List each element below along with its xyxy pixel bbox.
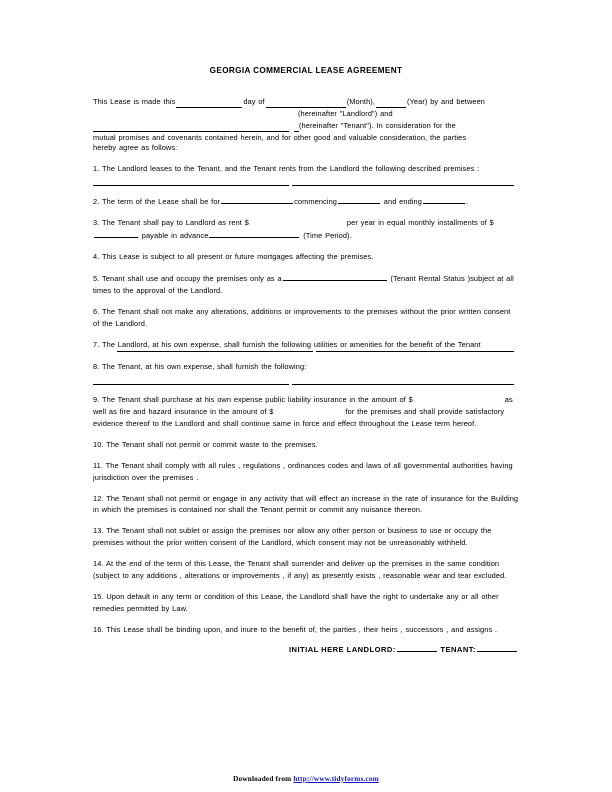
- clause-1-text: The Landlord leases to the Tenant, and the Tenant rents from the Landlord the following described premises :: [102, 163, 480, 173]
- landlord-initial-blank[interactable]: [397, 643, 437, 652]
- clause-2-text-b: commencing: [294, 196, 338, 206]
- intro-line-4: mutual promises and covenants contained herein, and for other good and valuable consideration, the parties: [93, 132, 467, 142]
- clause-5-use-blank[interactable]: [283, 272, 387, 281]
- footer-prefix: Downloaded from: [233, 775, 292, 783]
- clause-2: [93, 195, 519, 208]
- clause-7: [93, 339, 519, 352]
- clause-1-blank-a[interactable]: [93, 176, 289, 186]
- clause-13: [93, 525, 519, 549]
- footer: [0, 775, 612, 783]
- clause-2-text-c: and ending: [383, 196, 422, 206]
- clause-6-number: 6.: [93, 306, 100, 316]
- clause-5: [93, 272, 519, 297]
- clause-7-blank-b[interactable]: [316, 342, 514, 352]
- clause-3-rent-blank[interactable]: [250, 217, 346, 225]
- clause-5-text-a: Tenant shall use and occupy the premises only as a: [102, 273, 282, 283]
- clause-9: [93, 394, 519, 430]
- clause-4-number: 4.: [93, 251, 100, 261]
- clause-2-text-a: The term of the Lease shall be for: [102, 196, 221, 206]
- clause-16: [93, 624, 519, 636]
- clause-4-text: This Lease is subject to all present or future mortgages affecting the premises.: [102, 251, 374, 261]
- clause-15: [93, 591, 519, 615]
- clause-10-text: The Tenant shall not permit or commit waste to the premises.: [106, 439, 318, 449]
- intro-line-3: [93, 120, 519, 132]
- clause-3-text-d: (Time Period).: [303, 230, 352, 240]
- clause-16-number: 16.: [93, 625, 104, 635]
- clause-11-number: 11.: [93, 460, 104, 470]
- clause-1-blank-row: [93, 176, 519, 186]
- clause-7-text: The Landlord, at his own expense, shall furnish the following utilities or amenities for the benefit of the Tenant: [102, 339, 481, 349]
- clause-4: [93, 251, 519, 263]
- clause-8: [93, 361, 519, 385]
- clause-5-number: 5.: [93, 273, 100, 283]
- clause-2-term-blank[interactable]: [221, 195, 293, 204]
- clause-3-period-blank[interactable]: [209, 229, 299, 238]
- clause-9-text-c: for the premises and shall provide satisfactory evidence thereof to the Landlord and shall continue same in force and effect throughout the Lease term hereof.: [93, 406, 505, 428]
- clause-1-number: 1.: [93, 163, 100, 173]
- clause-1: [93, 163, 519, 186]
- year-blank[interactable]: [376, 99, 406, 108]
- clause-3: [93, 217, 519, 242]
- landlord-designation-text: (hereinafter "Landlord") and: [298, 108, 393, 118]
- clause-14-text: At the end of the term of this Lease, the Tenant shall surrender and deliver up the premises in the same condition (subject to any additions , alterations or improvements , if any) as presently exists , reasonable wear and tear excluded.: [93, 559, 507, 581]
- page-title: GEORGIA COMMERCIAL LEASE AGREEMENT: [209, 66, 403, 75]
- initial-tenant-label: TENANT:: [440, 645, 476, 655]
- intro-block: [93, 96, 519, 154]
- clause-14-number: 14.: [93, 559, 104, 569]
- clause-2-commencing-blank[interactable]: [338, 195, 380, 204]
- clause-11-text: The Tenant shall comply with all rules , regulations , ordinances codes and laws of all governmental authorities having jurisdiction over the premises .: [93, 460, 513, 482]
- clause-2-ending-blank[interactable]: [423, 195, 465, 204]
- document-body: [93, 66, 519, 654]
- clause-15-number: 15.: [93, 592, 104, 602]
- clause-2-text-d: .: [465, 196, 469, 206]
- clause-6: [93, 306, 519, 330]
- clause-9-hazard-blank[interactable]: [274, 406, 344, 414]
- clause-3-text-b: per year in equal monthly installments of $: [346, 217, 494, 227]
- clause-13-number: 13.: [93, 526, 104, 536]
- clause-16-text: This Lease shall be binding upon, and inure to the benefit of, the parties , their heirs , successors , and assigns .: [106, 625, 498, 635]
- initial-landlord-label: INITIAL HERE LANDLORD:: [289, 645, 396, 655]
- clause-8-blank-a[interactable]: [93, 375, 289, 385]
- clause-3-text-a: The Tenant shall pay to Landlord as rent $: [102, 217, 249, 227]
- clause-12: [93, 493, 519, 517]
- clause-8-number: 8.: [93, 361, 100, 371]
- intro-line-1-text-a: This Lease is made this: [93, 96, 176, 106]
- intro-line-1-text-c: (Month),: [346, 96, 376, 106]
- clause-5-text-b: (Tenant Rental Status )subject at all times to the approval of the Landlord.: [93, 273, 514, 295]
- intro-line-1-text-b: day of: [243, 96, 265, 106]
- intro-line-1: [93, 96, 519, 108]
- clause-14: [93, 558, 519, 582]
- day-blank[interactable]: [176, 99, 242, 108]
- tenant-name-blank[interactable]: [93, 122, 289, 132]
- clause-12-text: The Tenant shall not permit or engage in any activity that will effect an increase in the rate of insurance for the Building in which the premises is contained nor shall the Tenant permit or commit any nuisance thereon.: [93, 493, 519, 515]
- clause-10-number: 10.: [93, 439, 104, 449]
- footer-source-link[interactable]: http://www.tidyforms.com: [293, 775, 379, 783]
- clause-8-blank-b[interactable]: [292, 375, 514, 385]
- clause-3-installment-blank[interactable]: [94, 229, 138, 238]
- clause-9-text-a: The Tenant shall purchase at his own expense public liability insurance in the amount of $: [102, 394, 413, 404]
- intro-line-5: hereby agree as follows:: [93, 142, 178, 152]
- clause-12-number: 12.: [93, 493, 104, 503]
- intro-line-2: [93, 108, 519, 120]
- clause-9-liability-blank[interactable]: [414, 394, 504, 402]
- initial-here-line: [93, 643, 519, 654]
- intro-line-1-text-d: (Year) by and between: [407, 96, 486, 106]
- month-blank[interactable]: [266, 99, 346, 108]
- clause-7-blank-a[interactable]: [117, 342, 313, 352]
- clause-3-number: 3.: [93, 217, 100, 227]
- clause-10: [93, 439, 519, 451]
- clause-3-text-c: payable in advance: [141, 230, 209, 240]
- clause-7-blank-row: [93, 339, 519, 352]
- clause-8-blank-row: [93, 375, 519, 385]
- clause-9-number: 9.: [93, 394, 100, 404]
- tenant-designation-text: (hereinafter "Tenant"). In consideration for the: [299, 120, 456, 130]
- clause-13-text: The Tenant shall not sublet or assign the premises nor allow any other person or business to use or occupy the premises without the prior written consent of the Landlord, which consent may not be unreasonably withheld.: [93, 526, 492, 548]
- clause-15-text: Upon default in any term or condition of this Lease, the Landlord shall have the right to undertake any or all other remedies permitted by Law.: [93, 592, 499, 614]
- clause-11: [93, 460, 519, 484]
- clause-2-number: 2.: [93, 196, 100, 206]
- clause-8-text: The Tenant, at his own expense, shall furnish the following:: [102, 361, 307, 371]
- clause-1-blank-b[interactable]: [292, 176, 514, 186]
- clause-7-number: 7.: [93, 339, 100, 349]
- tenant-initial-blank[interactable]: [477, 643, 517, 652]
- clause-6-text: The Tenant shall not make any alterations, additions or improvements to the premises without the prior written consent of the Landlord.: [93, 306, 511, 328]
- clause-9-text-b: as well as fire and hazard insurance in the amount of $: [93, 394, 513, 416]
